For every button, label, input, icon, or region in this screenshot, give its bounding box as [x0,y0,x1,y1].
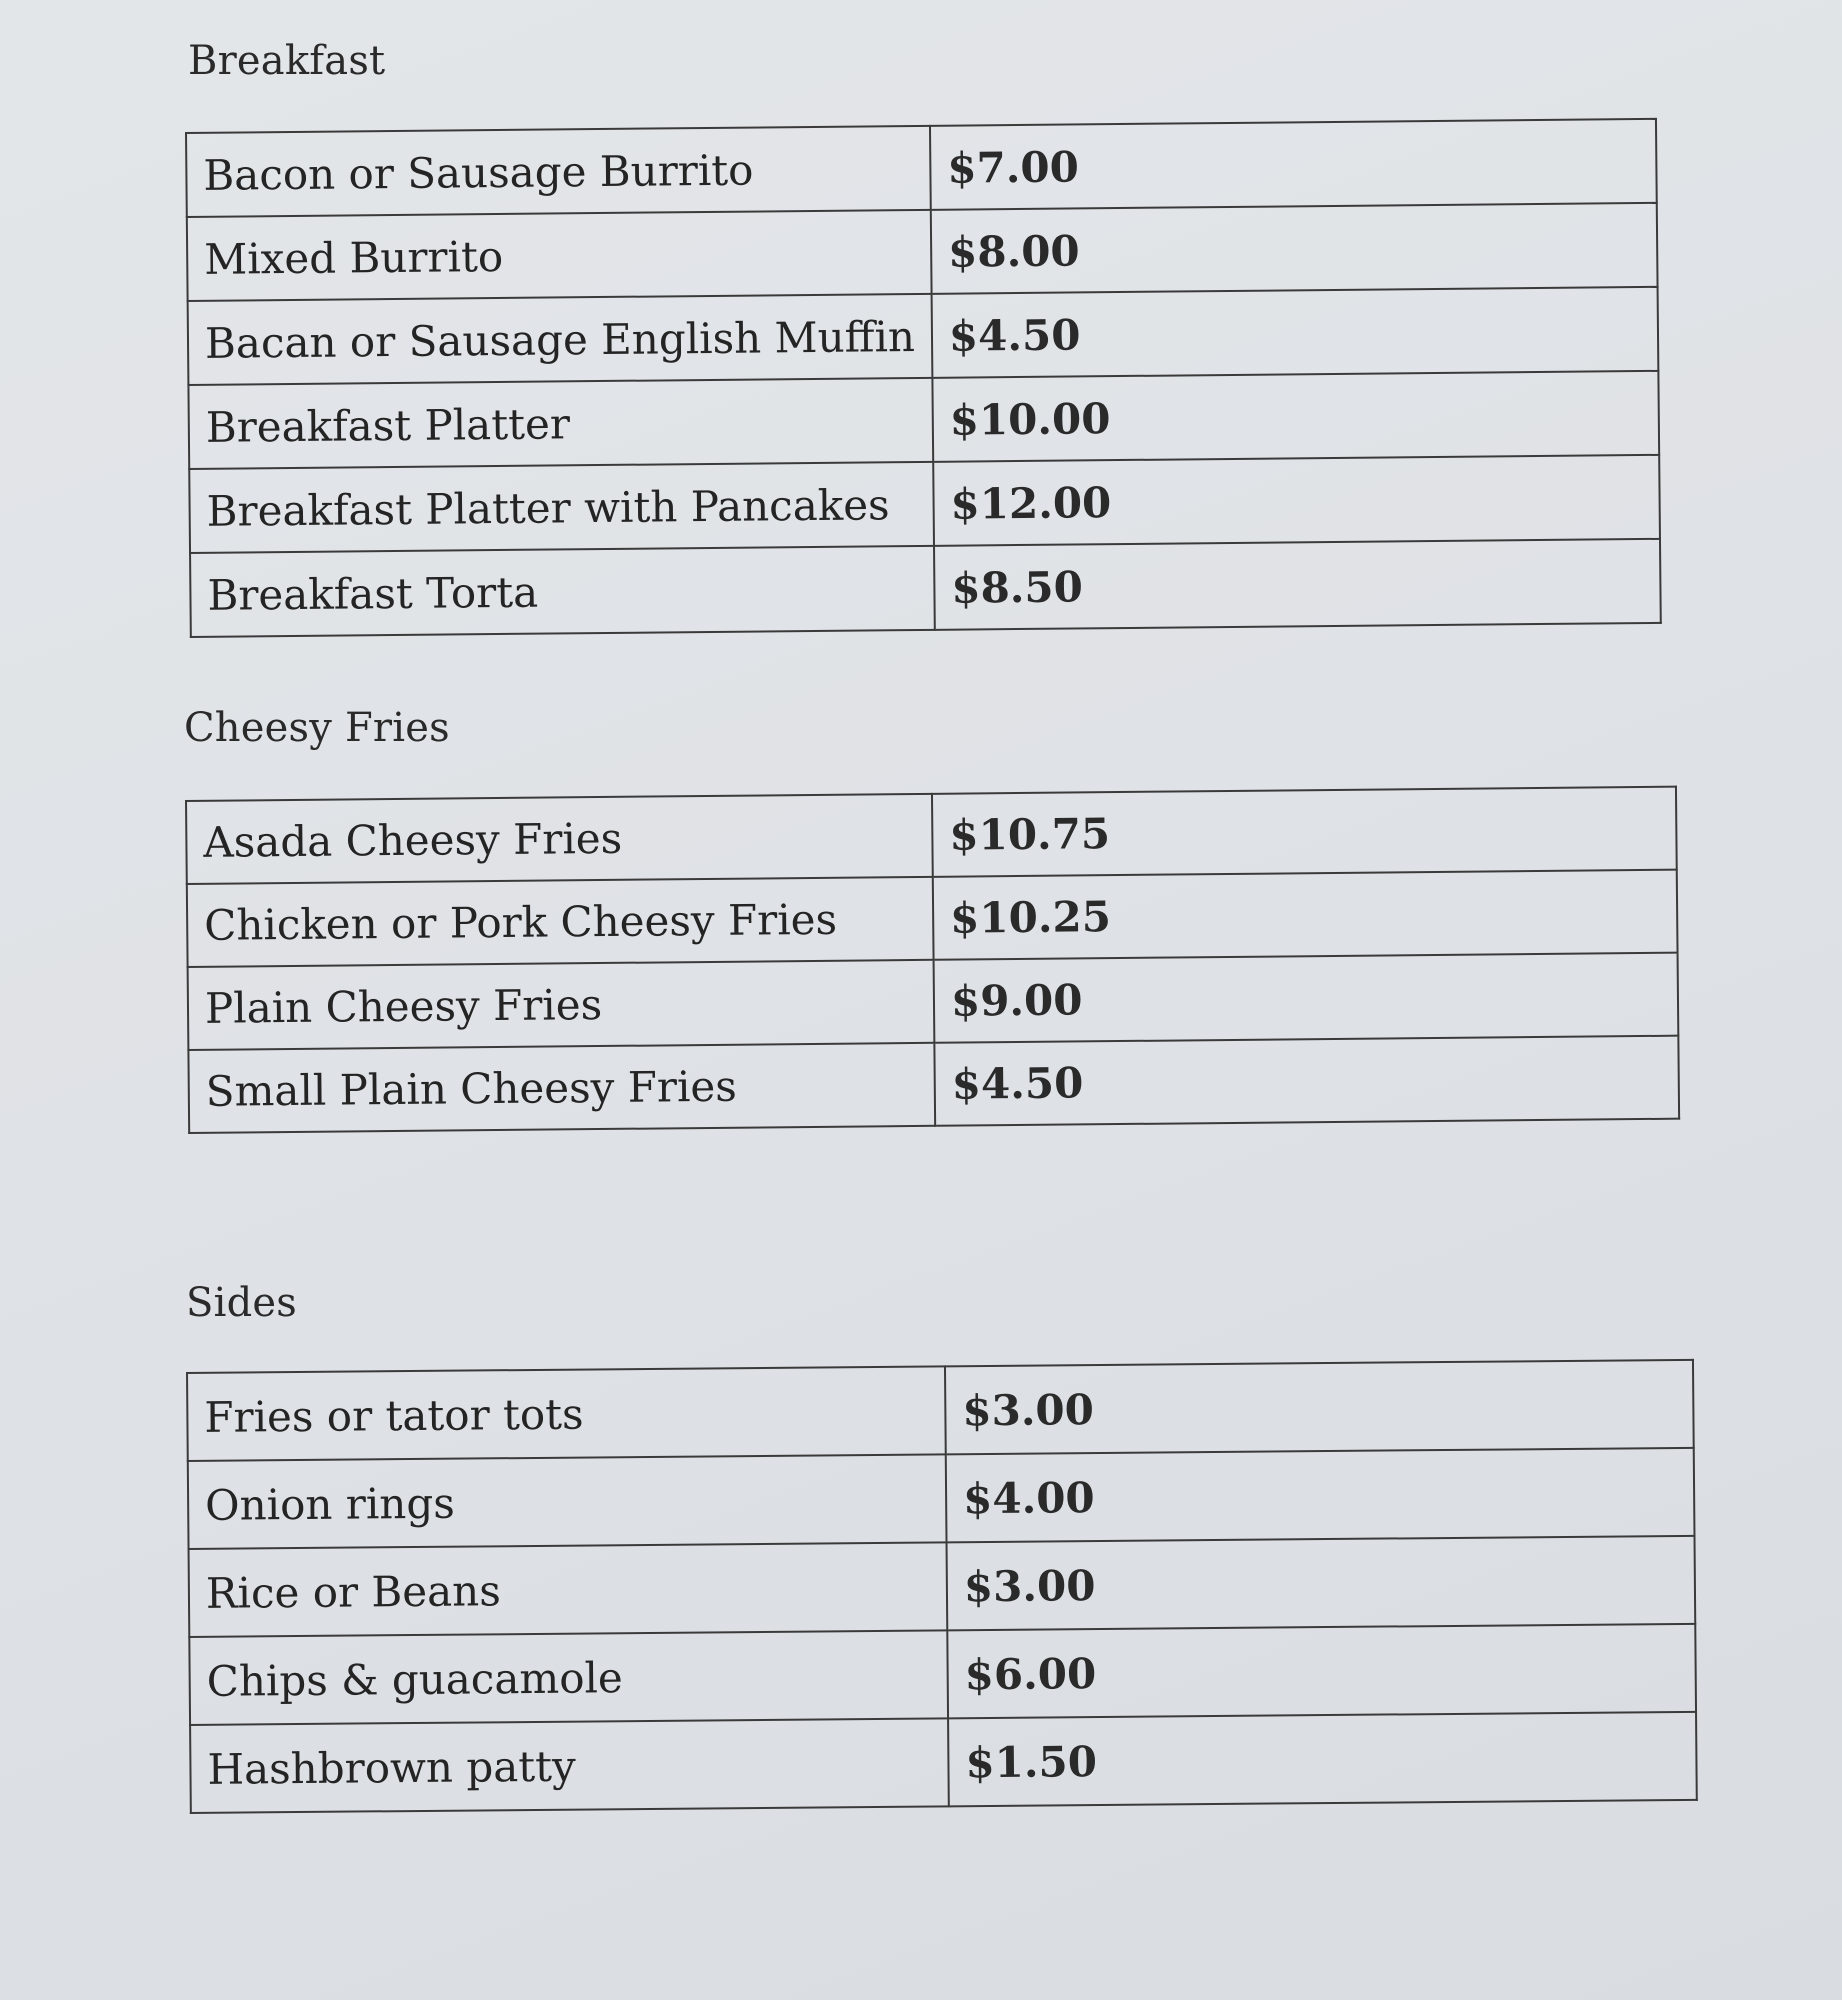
item-price: $7.00 [930,119,1657,210]
table-row [189,1624,1696,1725]
table-row [186,119,1657,217]
item-price: $6.00 [947,1624,1696,1719]
item-price: $8.00 [931,203,1658,294]
item-price: $4.50 [932,287,1659,378]
section-title-cheesy-fries: Cheesy Fries [184,705,450,751]
item-name: Mixed Burrito [187,210,932,301]
cheesy-fries-menu-table [185,786,1680,1134]
item-name: Bacan or Sausage English Muffin [188,294,933,385]
item-name: Breakfast Torta [190,546,935,637]
table-row [188,371,1659,469]
item-name: Fries or tator tots [187,1366,946,1461]
table-row [188,953,1679,1050]
table-row [188,1448,1695,1549]
table-row [190,1712,1697,1813]
table-row [189,1536,1696,1637]
item-name: Rice or Beans [189,1542,948,1637]
item-price: $10.75 [932,787,1677,877]
item-name: Breakfast Platter with Pancakes [189,462,934,553]
item-price: $12.00 [933,455,1660,546]
item-name: Chips & guacamole [189,1630,948,1725]
item-name: Breakfast Platter [188,378,933,469]
item-price: $10.25 [933,870,1678,960]
section-title-breakfast: Breakfast [188,38,386,84]
item-name: Bacon or Sausage Burrito [186,126,931,217]
item-name: Asada Cheesy Fries [186,794,933,884]
item-price: $9.00 [934,953,1679,1043]
item-price: $4.00 [946,1448,1695,1543]
table-row [188,287,1659,385]
table-row [187,203,1658,301]
item-price: $3.00 [945,1360,1694,1455]
table-row [187,870,1678,967]
item-price: $1.50 [948,1712,1697,1807]
item-price: $10.00 [932,371,1659,462]
item-price: $3.00 [947,1536,1696,1631]
item-name: Chicken or Pork Cheesy Fries [187,877,934,967]
item-name: Hashbrown patty [190,1718,949,1813]
section-title-sides: Sides [186,1280,297,1326]
table-row [187,1360,1694,1461]
table-row [186,787,1677,884]
item-name: Plain Cheesy Fries [188,960,935,1050]
table-row [188,1036,1679,1133]
table-row [189,455,1660,553]
item-price: $8.50 [934,539,1661,630]
item-name: Small Plain Cheesy Fries [188,1043,935,1133]
table-row [190,539,1661,637]
breakfast-menu-table [185,118,1662,638]
item-name: Onion rings [188,1454,947,1549]
sides-menu-table [186,1359,1698,1814]
item-price: $4.50 [934,1036,1679,1126]
